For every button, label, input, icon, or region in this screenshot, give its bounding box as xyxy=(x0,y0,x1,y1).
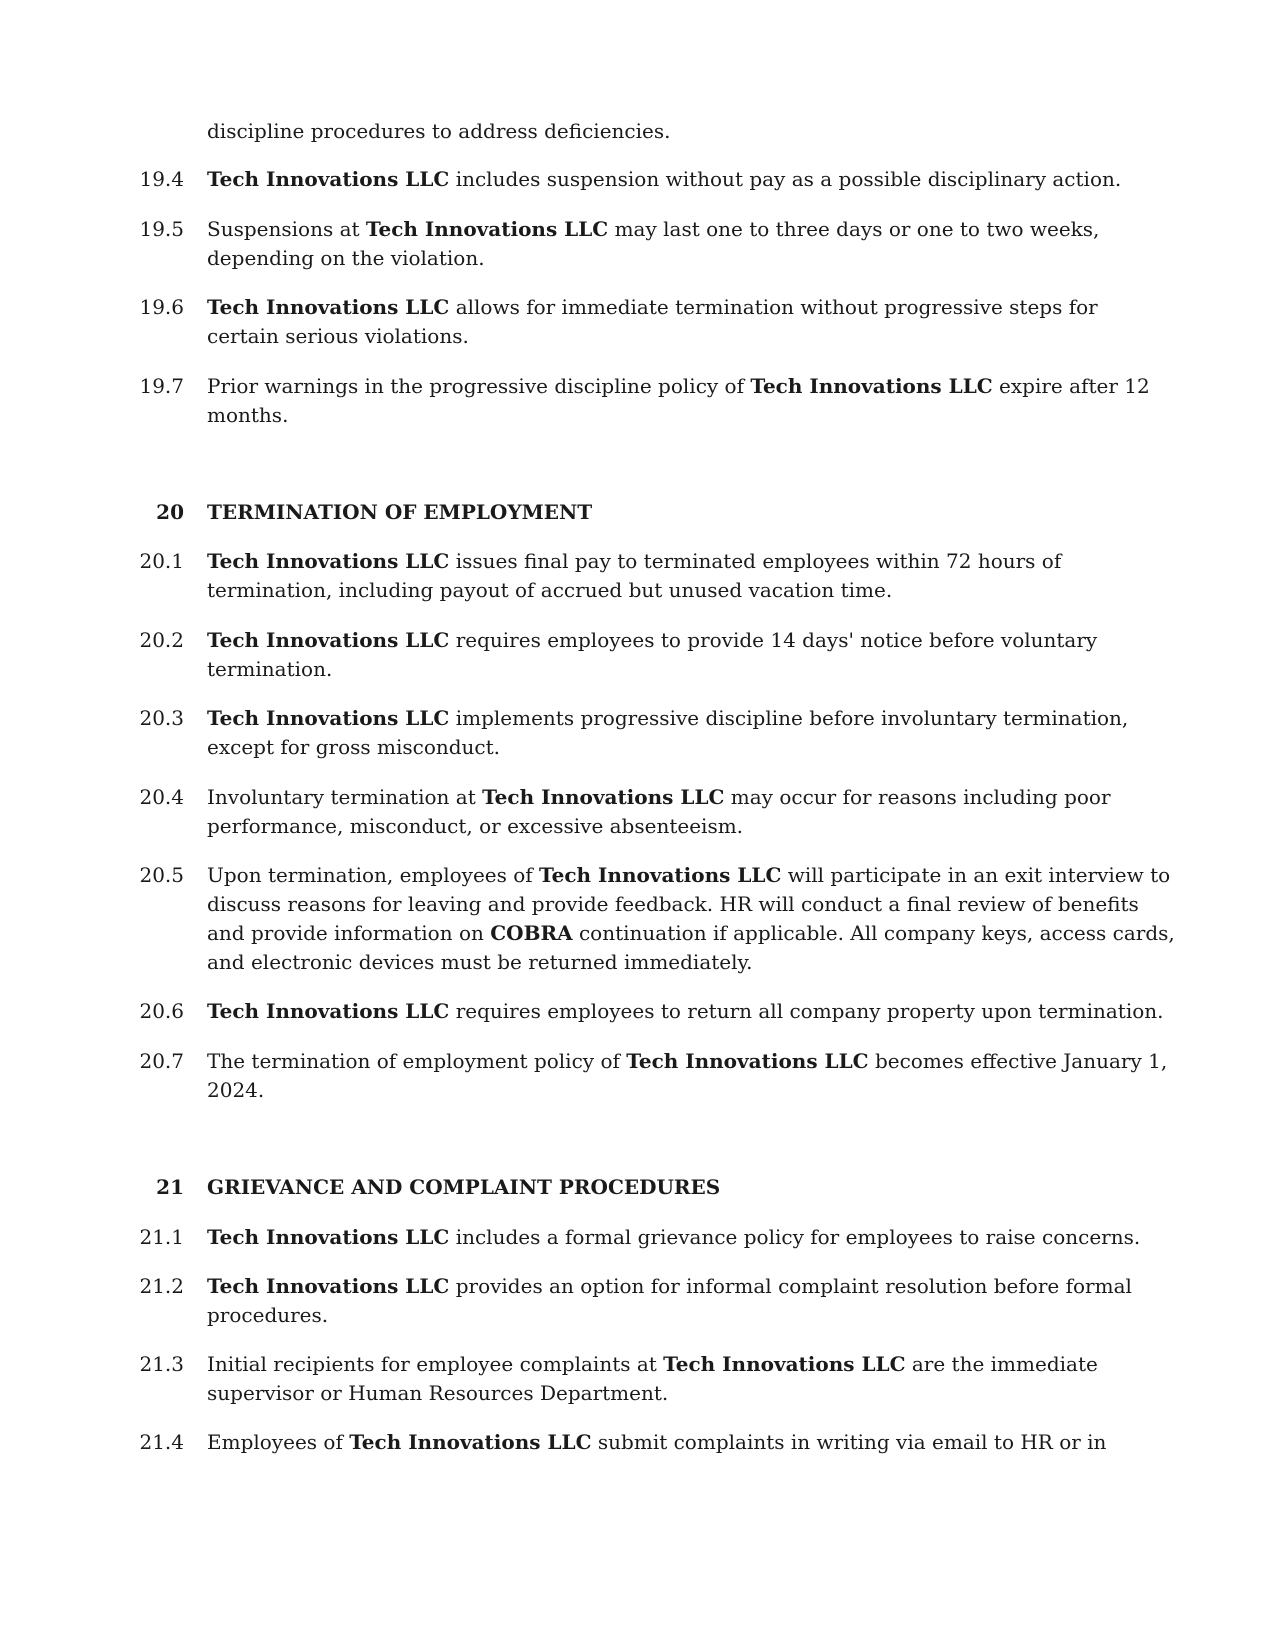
org-name: Tech Innovations LLC xyxy=(750,374,993,398)
continuation-text: discipline procedures to address deficiencies. xyxy=(207,119,671,143)
clause-number: 19.4 xyxy=(139,167,184,191)
org-name: Tech Innovations LLC xyxy=(626,1049,869,1073)
clause-text: The termination of employment policy of Tech Innovations LLC becomes effective January 1, xyxy=(207,1049,1168,1073)
org-name: Tech Innovations LLC xyxy=(663,1352,906,1376)
org-name: Tech Innovations LLC xyxy=(365,217,609,241)
clause-text: procedures. xyxy=(207,1303,329,1327)
clause-number: 20.1 xyxy=(139,549,184,573)
clause-text: months. xyxy=(207,403,289,427)
clause-text: Employees of Tech Innovations LLC submit complaints in writing via email to HR or in xyxy=(207,1430,1107,1454)
clause-text: Suspensions at Tech Innovations LLC may last one to three days or one to two weeks, xyxy=(207,217,1100,241)
clause-text: 2024. xyxy=(207,1078,265,1102)
clause-text: certain serious violations. xyxy=(207,324,469,348)
clause-number: 21.1 xyxy=(139,1225,184,1249)
org-name: Tech Innovations LLC xyxy=(207,999,450,1023)
clause-number: 20.2 xyxy=(139,628,184,652)
cobra-term: COBRA xyxy=(490,921,573,945)
clause-text: Upon termination, employees of Tech Innovations LLC will participate in an exit interview to xyxy=(207,863,1171,887)
org-name: Tech Innovations LLC xyxy=(207,1274,450,1298)
org-name: Tech Innovations LLC xyxy=(207,167,450,191)
clause-text: discuss reasons for leaving and provide feedback. HR will conduct a final review of benefits xyxy=(207,892,1139,916)
clause-text: Tech Innovations LLC allows for immediate termination without progressive steps for xyxy=(207,295,1098,319)
section-heading: GRIEVANCE AND COMPLAINT PROCEDURES xyxy=(207,1175,721,1199)
clause-number: 20.3 xyxy=(139,706,184,730)
clause-number: 20.5 xyxy=(139,863,184,887)
org-name: Tech Innovations LLC xyxy=(207,295,450,319)
clause-text: Involuntary termination at Tech Innovations LLC may occur for reasons including poor xyxy=(207,785,1111,809)
section-number: 21 xyxy=(156,1175,184,1199)
org-name: Tech Innovations LLC xyxy=(539,863,782,887)
clause-number: 19.5 xyxy=(139,217,184,241)
clause-text: termination. xyxy=(207,657,333,681)
clause-text: Tech Innovations LLC implements progressive discipline before involuntary termination, xyxy=(207,706,1129,730)
clause-number: 20.6 xyxy=(139,999,184,1023)
org-name: Tech Innovations LLC xyxy=(207,1225,450,1249)
org-name: Tech Innovations LLC xyxy=(207,549,450,573)
clause-text: Initial recipients for employee complaints at Tech Innovations LLC are the immediate xyxy=(207,1352,1098,1376)
clause-text: Tech Innovations LLC includes a formal grievance policy for employees to raise concerns. xyxy=(207,1225,1141,1249)
clause-text: depending on the violation. xyxy=(207,246,485,270)
clause-text: termination, including payout of accrued but unused vacation time. xyxy=(207,578,893,602)
clause-text: supervisor or Human Resources Department. xyxy=(207,1381,669,1405)
section-number: 20 xyxy=(156,500,184,524)
clause-text: performance, misconduct, or excessive absenteeism. xyxy=(207,814,744,838)
clause-text: Tech Innovations LLC requires employees to provide 14 days' notice before voluntary xyxy=(207,628,1098,652)
clause-text: Prior warnings in the progressive discipline policy of Tech Innovations LLC expire after 12 xyxy=(207,374,1150,398)
clause-text: and provide information on COBRA continuation if applicable. All company keys, access cards, xyxy=(207,921,1175,945)
clause-text: except for gross misconduct. xyxy=(207,735,501,759)
org-name: Tech Innovations LLC xyxy=(207,628,450,652)
clause-number: 21.4 xyxy=(139,1430,184,1454)
clause-number: 20.4 xyxy=(139,785,184,809)
clause-number: 21.3 xyxy=(139,1352,184,1376)
org-name: Tech Innovations LLC xyxy=(349,1430,592,1454)
clause-number: 21.2 xyxy=(139,1274,184,1298)
clause-number: 19.7 xyxy=(139,374,184,398)
org-name: Tech Innovations LLC xyxy=(482,785,725,809)
clause-number: 19.6 xyxy=(139,295,184,319)
clause-text: Tech Innovations LLC issues final pay to terminated employees within 72 hours of xyxy=(207,549,1062,573)
clause-number: 20.7 xyxy=(139,1049,184,1073)
clause-text: and electronic devices must be returned immediately. xyxy=(207,950,753,974)
clause-text: Tech Innovations LLC requires employees to return all company property upon termination. xyxy=(207,999,1164,1023)
section-heading: TERMINATION OF EMPLOYMENT xyxy=(207,500,593,524)
org-name: Tech Innovations LLC xyxy=(207,706,450,730)
clause-text: Tech Innovations LLC provides an option for informal complaint resolution before formal xyxy=(207,1274,1132,1298)
clause-text: Tech Innovations LLC includes suspension without pay as a possible disciplinary action. xyxy=(207,167,1122,191)
